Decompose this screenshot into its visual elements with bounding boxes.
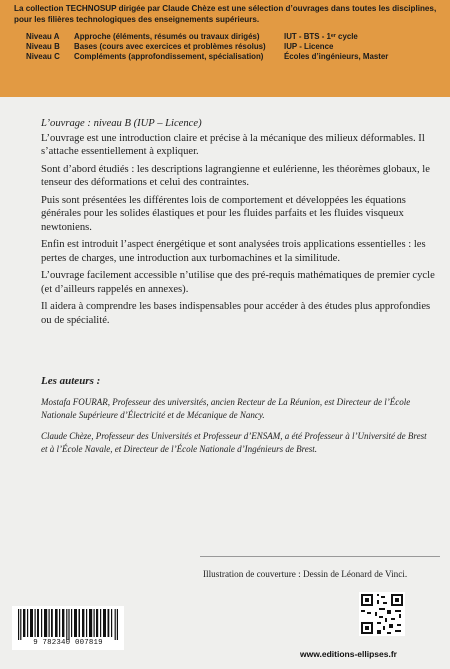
description-paragraph: Il aidera à comprendre les bases indispensables pour accéder à des études plus approfondies ou de spécialité. <box>41 301 431 326</box>
book-description <box>41 117 436 331</box>
description-paragraph: L’ouvrage facilement accessible n’utilise que des pré-requis mathématiques de premier cycle (et d’ailleurs rappelés en annexes). <box>41 270 435 295</box>
publisher-url[interactable]: www.editions-ellipses.fr <box>300 649 397 659</box>
description-paragraph: Enfin est introduit l’aspect énergétique et sont analysées trois applications essentielles : les pertes de charges, une introduction aux turbomachines et la similitude. <box>41 239 426 264</box>
divider <box>200 556 440 557</box>
level-name: Niveau B <box>26 42 60 51</box>
authors-heading: Les auteurs : <box>41 375 101 387</box>
isbn-number: 9 782340 007819 <box>33 639 103 647</box>
description-heading: L’ouvrage : niveau B (IUP – Licence) <box>41 118 202 129</box>
level-target: Écoles d’ingénieurs, Master <box>284 52 389 61</box>
cover-credit: Illustration de couverture : Dessin de Léonard de Vinci. <box>203 569 408 579</box>
barcode-icon <box>18 609 118 640</box>
collection-banner <box>0 0 450 97</box>
level-name: Niveau C <box>26 52 60 61</box>
description-paragraph: L’ouvrage est une introduction claire et précise à la mécanique des milieux déformables. Il s’attache essentiellement à expliquer. <box>41 133 425 158</box>
level-description: Compléments (approfondissement, spécialisation) <box>74 52 264 61</box>
qr-code <box>359 592 405 636</box>
author-bio: Claude Chèze, Professeur des Universités et Professeur d’ENSAM, a été Professeur à l’Université de Brest et à l’École Navale, et Directeur de l’École Nationale d’Ingénieurs de Brest. <box>41 431 427 454</box>
collection-intro: La collection TECHNOSUP dirigée par Claude Chèze est une sélection d’ouvrages dans toutes les disciplines, pour les filières technologiques des enseignements supérieurs. <box>14 4 437 24</box>
description-paragraph: Puis sont présentées les différentes lois de comportement et développées les équations générales pour les solides élastiques et pour les fluides parfaits et les fluides visqueux newtoniens. <box>41 195 406 233</box>
level-description: Bases (cours avec exercices et problèmes résolus) <box>74 42 266 51</box>
level-target: IUT - BTS - 1ᵉʳ cycle <box>284 32 358 41</box>
level-description: Approche (éléments, résumés ou travaux dirigés) <box>74 32 260 41</box>
level-name: Niveau A <box>26 32 60 41</box>
barcode <box>12 606 124 650</box>
author-bio: Mostafa FOURAR, Professeur des universités, ancien Recteur de La Réunion, est Directeur de l’École Nationale Supérieure d’Électricité et de Mécanique de Nancy. <box>41 397 411 420</box>
description-paragraph: Sont d’abord étudiés : les descriptions lagrangienne et eulérienne, les théorèmes globaux, le tenseur des déformations et celui des contraintes. <box>41 164 430 189</box>
qr-code-icon <box>359 592 405 636</box>
level-target: IUP - Licence <box>284 42 334 51</box>
